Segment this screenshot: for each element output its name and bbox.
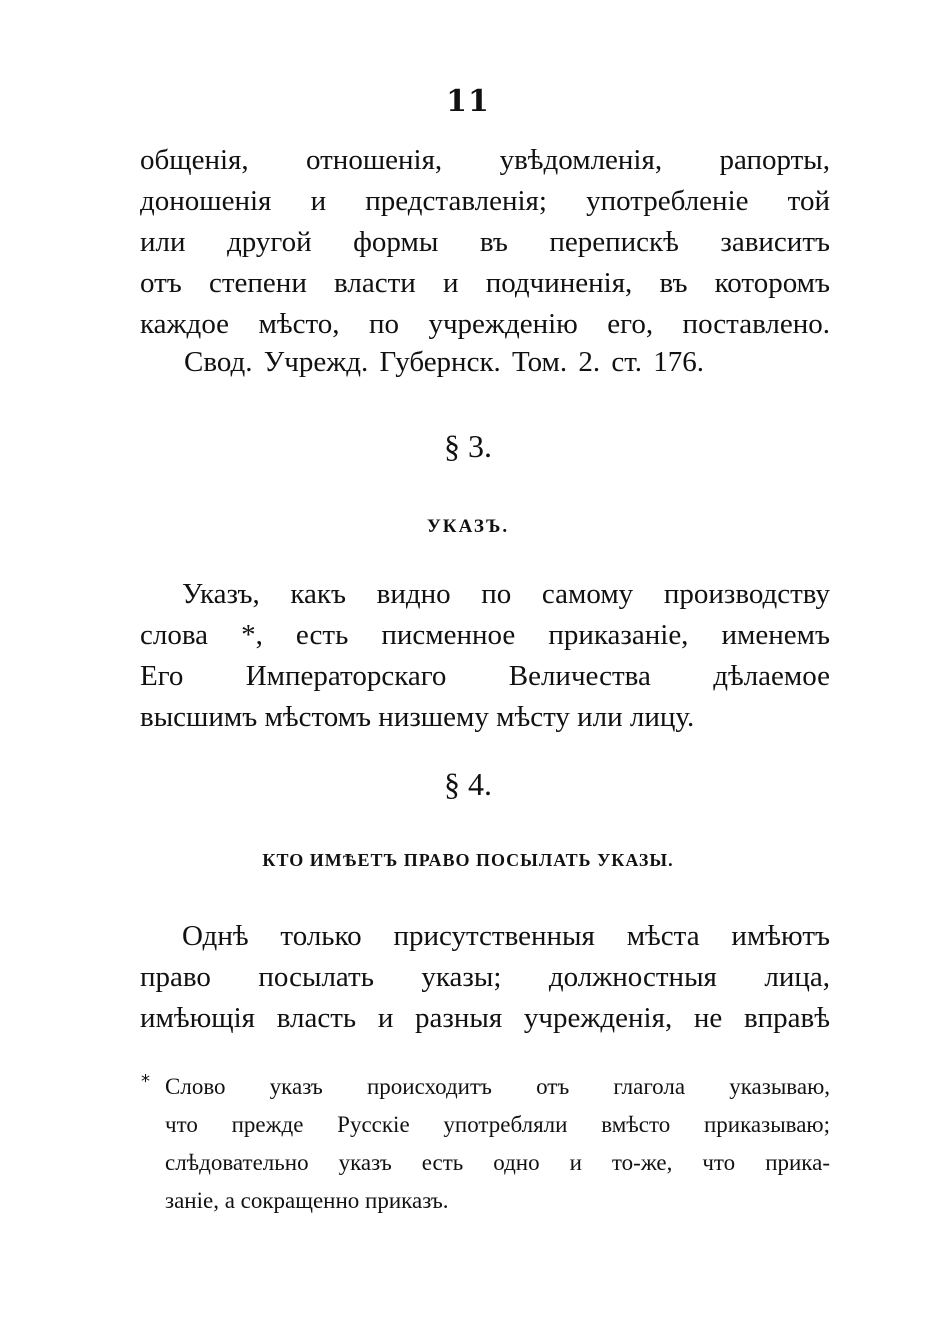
- paragraph-line: право посылать указы; должностныя лица,: [140, 961, 830, 993]
- paragraph-line: имѣющія власть и разныя учрежденія, не вправѣ: [140, 1002, 830, 1034]
- paragraph-line: слова *, есть писменное приказаніе, именемъ: [140, 619, 830, 651]
- paragraph-line: общенія, отношенія, увѣдомленія, рапорты,: [140, 144, 830, 176]
- paragraph-continuation: [140, 140, 830, 345]
- legal-citation: Свод. Учрежд. Губернск. Том. 2. ст. 176.: [184, 346, 704, 378]
- section-heading-right-to-send: КТО ИМѢЕТЪ ПРАВО ПОСЫЛАТЬ УКАЗЫ.: [262, 850, 674, 870]
- section-mark-3: § 3.: [444, 428, 492, 464]
- paragraph-line: доношенія и представленія; употребленіе той: [140, 185, 830, 217]
- footnote-marker: *: [141, 1071, 150, 1092]
- footnote-line: что прежде Русскіе употребляли вмѣсто приказываю;: [165, 1112, 830, 1137]
- footnote-line: слѣдовательно указъ есть одно и то-же, что прика-: [165, 1150, 830, 1175]
- section-3-paragraph: [140, 574, 830, 738]
- footnote: [165, 1068, 830, 1220]
- paragraph-line: Однѣ только присутственныя мѣста имѣютъ: [182, 920, 830, 952]
- section-heading-ukaz: УКАЗЪ.: [426, 516, 510, 537]
- section-mark-4: § 4.: [444, 766, 492, 802]
- paragraph-line: Указъ, какъ видно по самому производству: [182, 578, 830, 610]
- section-4-paragraph: [140, 916, 830, 1039]
- paragraph-line: высшимъ мѣстомъ низшему мѣсту или лицу.: [140, 701, 695, 733]
- paragraph-line: Его Императорскаго Величества дѣлаемое: [140, 660, 830, 692]
- page-number: 11: [446, 84, 490, 119]
- paragraph-line: каждое мѣсто, по учрежденію его, поставлено.: [140, 308, 830, 340]
- paragraph-line: отъ степени власти и подчиненія, въ которомъ: [140, 267, 830, 299]
- paragraph-line: или другой формы въ перепискѣ зависитъ: [140, 226, 830, 258]
- footnote-line: Слово указъ происходитъ отъ глагола указываю,: [165, 1074, 830, 1099]
- footnote-line: заніе, а сокращенно приказъ.: [165, 1188, 449, 1213]
